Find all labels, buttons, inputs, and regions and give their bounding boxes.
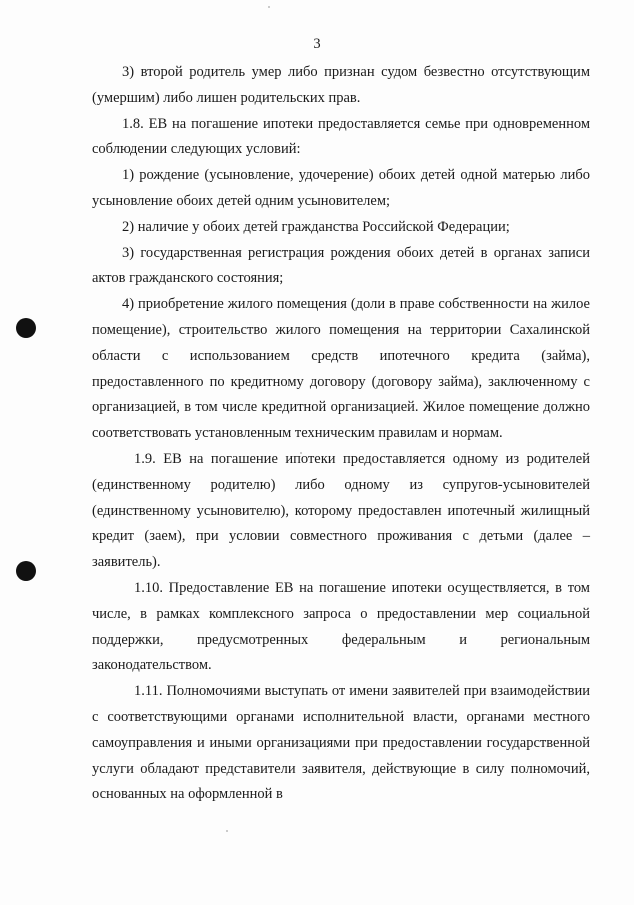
paragraph: 3) второй родитель умер либо признан судом безвестно отсутствующим (умершим) либо лишен родительских прав. xyxy=(92,64,590,106)
paragraph: 1.8. ЕВ на погашение ипотеки предоставляется семье при одновременном соблюдении следующих условий: xyxy=(92,115,590,158)
document-body xyxy=(92,60,590,808)
scan-speck xyxy=(268,6,270,8)
page-number: 3 xyxy=(313,36,321,52)
paragraph: 1) рождение (усыновление, удочерение) обоих детей одной матерью либо усыновление обоих детей одним усыновителем; xyxy=(92,167,590,209)
paragraph: 4) приобретение жилого помещения (доли в праве собственности на жилое помещение), строительство жилого помещения на территории Сахалинской области с использованием средств ипотечного кредита (займа), предоставленного по кредитному договору (договору займа), заключенному с организацией, в том числе кредитной организацией. Жилое помещение должно соответствовать установленным техническим правилам и нормам. xyxy=(92,296,590,442)
punch-hole xyxy=(16,318,36,338)
paragraph: 1.10. Предоставление ЕВ на погашение ипотеки осуществляется, в том числе, в рамках комплексного запроса о предоставлении мер социальной поддержки, предусмотренных федеральным и региональным законодательством. xyxy=(92,579,590,674)
scan-speck xyxy=(226,830,228,832)
punch-hole xyxy=(16,561,36,581)
paragraph: 1.9. ЕВ на погашение ипотеки предоставляется одному из родителей (единственному родителю) либо одному из супругов-усыновителей (единственному усыновителю), которому предоставлен ипотечный жилищный кредит (заем), при условии совместного проживания с детьми (далее – заявитель). xyxy=(92,450,590,571)
paragraph: 3) государственная регистрация рождения обоих детей в органах записи актов гражданского состояния; xyxy=(92,244,590,287)
paragraph: 2) наличие у обоих детей гражданства Российской Федерации; xyxy=(122,218,510,235)
paragraph: 1.11. Полномочиями выступать от имени заявителей при взаимодействии с соответствующими органами исполнительной власти, органами местного самоуправления и иными организациями при предоставлении государственной услуги обладают представители заявителя, действующие в силу полномочий, основанных на оформленной в xyxy=(92,683,590,803)
